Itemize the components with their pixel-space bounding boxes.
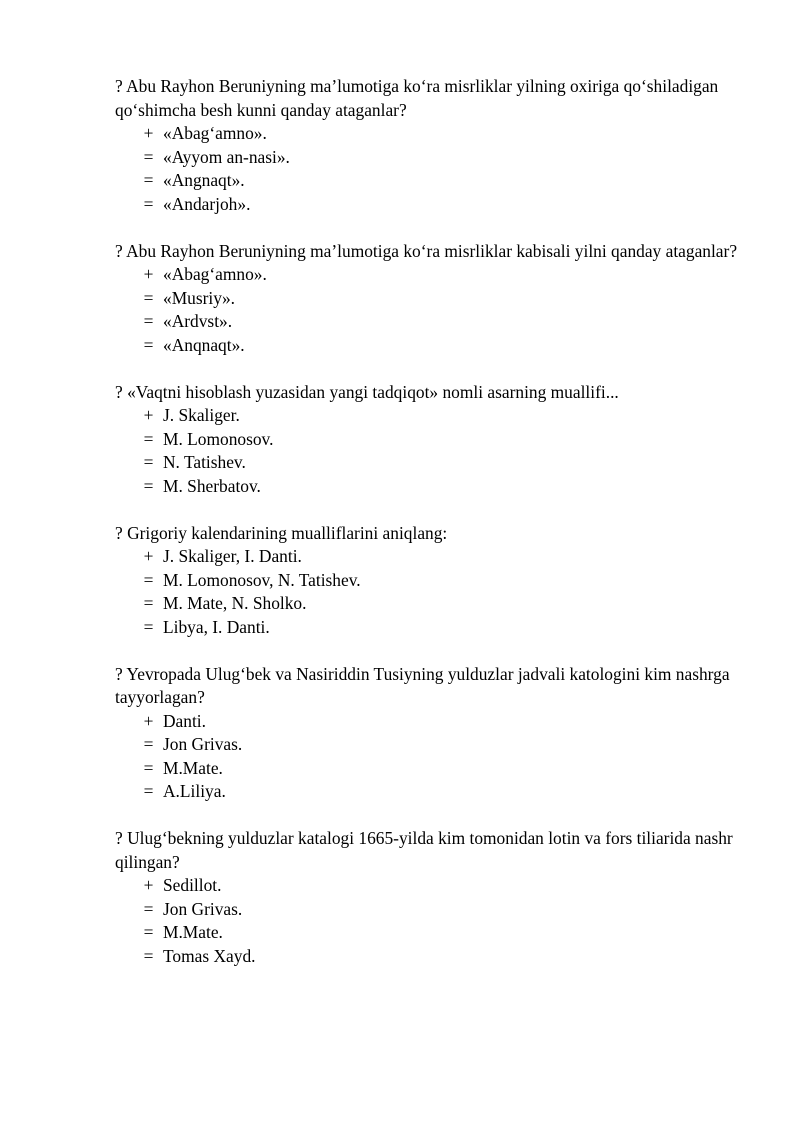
answer-marker: + [143, 405, 154, 425]
answer-option [115, 898, 755, 922]
answer-option [115, 710, 755, 734]
answer-marker: = [143, 146, 154, 167]
question-text: ? Grigoriy kalendarining mualliflarini aniqlang: [115, 522, 448, 543]
document-page [115, 75, 755, 992]
answer-marker: = [143, 898, 154, 919]
answer-option [115, 451, 755, 475]
answer-text: M. Lomonosov. [163, 428, 274, 449]
answer-option [115, 310, 755, 334]
answer-marker: = [143, 334, 154, 355]
answer-text: «Musriy». [163, 287, 235, 308]
answer-option [115, 921, 755, 945]
answer-text: «Ardvst». [163, 311, 233, 331]
answer-text: «Ayyom an-nasi». [163, 146, 290, 167]
answer-marker: = [143, 193, 154, 214]
answer-option [115, 263, 755, 287]
answer-option [115, 757, 755, 781]
answer-option [115, 780, 755, 804]
question-block [115, 240, 755, 358]
answer-option [115, 733, 755, 757]
answer-marker: + [143, 546, 154, 566]
question-text: ? Ulug‘bekning yulduzlar katalogi 1665-yilda kim tomonidan lotin va fors tiliarida nashr qilingan? [115, 828, 733, 872]
answer-text: Jon Grivas. [163, 734, 243, 754]
answer-text: M. Sherbatov. [163, 475, 261, 496]
answer-marker: + [143, 123, 154, 143]
answer-text: «Abag‘amno». [163, 123, 267, 143]
answer-text: Tomas Xayd. [163, 945, 256, 966]
answer-marker: = [143, 569, 154, 590]
answer-marker: + [143, 710, 154, 731]
question-block [115, 663, 755, 804]
answer-text: J. Skaliger. [163, 405, 240, 425]
answer-marker: = [143, 781, 154, 801]
answer-marker: + [143, 264, 154, 284]
answer-marker: = [143, 287, 154, 308]
answer-option [115, 945, 755, 969]
answer-option [115, 592, 755, 616]
answer-marker: = [143, 428, 154, 449]
answer-option [115, 287, 755, 311]
answer-text: «Andarjoh». [163, 193, 251, 214]
answer-option [115, 334, 755, 358]
answer-marker: = [143, 170, 154, 190]
answer-text: A.Liliya. [163, 781, 226, 801]
answer-text: «Angnaqt». [163, 170, 245, 190]
answer-marker: = [143, 945, 154, 966]
answer-option [115, 475, 755, 499]
answer-marker: = [143, 734, 154, 754]
answer-option [115, 193, 755, 217]
question-text: ? «Vaqtni hisoblash yuzasidan yangi tadqiqot» nomli asarning muallifi... [115, 381, 619, 402]
answer-text: «Anqnaqt». [163, 334, 245, 355]
answer-text: N. Tatishev. [163, 452, 246, 472]
answer-marker: + [143, 875, 154, 895]
answer-marker: = [143, 475, 154, 496]
question-text: ? Abu Rayhon Beruniyning ma’lumotiga ko‘ra misrliklar yilning oxiriga qo‘shiladigan qo‘shimcha besh kunni qanday ataganlar? [115, 76, 719, 120]
question-block [115, 75, 755, 216]
answer-text: M. Lomonosov, N. Tatishev. [163, 569, 361, 590]
answer-option [115, 122, 755, 146]
answer-text: Libya, I. Danti. [163, 616, 270, 637]
question-text: ? Abu Rayhon Beruniyning ma’lumotiga ko‘ra misrliklar kabisali yilni qanday ataganlar? [115, 240, 738, 261]
answer-option [115, 169, 755, 193]
question-text: ? Yevropada Ulug‘bek va Nasiriddin Tusiyning yulduzlar jadvali katologini kim nashrga tayyorlagan? [115, 663, 730, 707]
answer-marker: = [143, 452, 154, 472]
answer-option [115, 545, 755, 569]
answer-option [115, 616, 755, 640]
question-block [115, 381, 755, 499]
answer-text: Danti. [163, 710, 206, 731]
answer-text: «Abag‘amno». [163, 264, 267, 284]
answer-text: Sedillot. [163, 875, 222, 895]
question-block [115, 522, 755, 640]
answer-text: J. Skaliger, I. Danti. [163, 546, 302, 566]
answer-text: M. Mate, N. Sholko. [163, 593, 307, 613]
answer-marker: = [143, 593, 154, 613]
answer-marker: = [143, 922, 154, 942]
answer-option [115, 146, 755, 170]
answer-marker: = [143, 311, 154, 331]
answer-text: M.Mate. [163, 757, 223, 778]
answer-text: Jon Grivas. [163, 898, 243, 919]
answer-option [115, 874, 755, 898]
answer-option [115, 428, 755, 452]
answer-option [115, 404, 755, 428]
answer-option [115, 569, 755, 593]
answer-marker: = [143, 757, 154, 778]
question-block [115, 827, 755, 968]
answer-text: M.Mate. [163, 922, 223, 942]
answer-marker: = [143, 616, 154, 637]
